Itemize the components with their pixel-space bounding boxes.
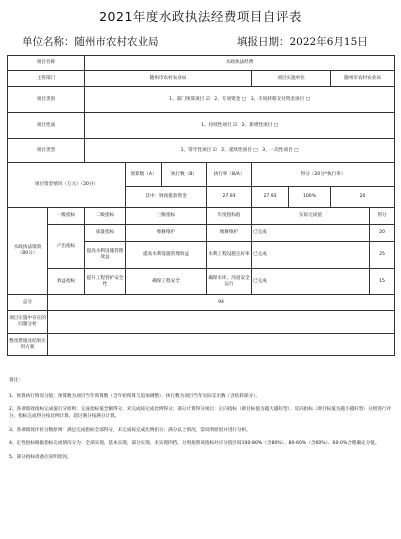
total-value: 94 (48, 295, 395, 311)
row-level2: 质量指标 (85, 225, 126, 242)
type-label: 项目类别 (8, 87, 85, 113)
fill-date: 2022年6月15日 (289, 36, 368, 48)
type-options: 1、部门预算项目 ☑ 2、专项资金 □ 3、专项转移支付资金项目 □ (85, 87, 395, 113)
row-actual: 已完成 (252, 269, 370, 295)
row-level2: 提高水利设施管理效益 (85, 242, 126, 269)
note-item: 3、各项绩效评价分数原则：满足完成指标全部得分，未完成按完成比例扣分；满分以上情况，需说明原因并进行分析。 (9, 427, 251, 433)
unit-label: 单位名称： (22, 36, 75, 48)
project-name-label: 项目名称 (8, 56, 85, 71)
table-row (8, 225, 395, 242)
dept-label: 主管部门 (8, 71, 85, 87)
note-item: 4、定性指标根据指标完成情况分为：全部实现、基本实现、部分实现、未实现四档，分别按照该指标对应分值区间100-80%（含80%）、80-60%（含60%）、60-0%合理确定分值。 (9, 441, 380, 447)
nature-label: 项目性质 (8, 113, 85, 139)
actual-header: 实际完成值 (252, 208, 370, 225)
row-score: 25 (370, 242, 395, 269)
rate-value: 100% (289, 187, 331, 208)
row-target: 水利工程设施完好率 (207, 242, 252, 269)
row-target: 维修维护 (207, 225, 252, 242)
exec-header: 执行数（B） (162, 163, 207, 187)
target-header: 年度指标值 (207, 208, 252, 225)
row-level3: 提高水利设施管理效益 (126, 242, 207, 269)
note-item: 5、部分指标请备注说明原因。 (9, 454, 72, 460)
budget-value: 27.93 (207, 187, 252, 208)
exec-value: 27.93 (252, 187, 289, 208)
score-col-header: 得分 (370, 208, 395, 225)
measures-label: 整改措施及结果应用方案 (8, 334, 48, 356)
notes-heading: 备注： (9, 378, 23, 383)
page-title: 2021年度水政执法经费项目自评表 (99, 9, 302, 24)
kind-options: 1、常年性项目 ☑ 2、延续性项目 □ 3、一次性项目 □ (85, 139, 395, 163)
funds-label: 项目资金情况（万元）（20分） (8, 163, 126, 208)
issues-value (48, 311, 395, 334)
row-level1: 产出指标 (48, 225, 85, 269)
row-score: 20 (370, 225, 395, 242)
header-line (22, 34, 392, 49)
issues-label: 项目实施中存在的问题分析 (8, 311, 48, 334)
budget-header: 预算数（A） (126, 163, 162, 187)
row-actual: 已完成 (252, 242, 370, 269)
note-item: 1、预算执行情况分值：预算数为项目当年预算数（含年初预算与追加调整），执行数为项目当年实际支出数（含结转部分）。 (9, 393, 260, 399)
impl-value: 随州市农村农业局 (331, 71, 395, 87)
fiscal-label: 其中：财政拨款资金 (126, 187, 207, 208)
measures-value (48, 334, 395, 356)
fill-date-label: 填报日期： (237, 36, 290, 48)
level3-header: 三级指标 (126, 208, 207, 225)
nature-options: 1、持续性项目 ☑ 2、新增性项目 □ (85, 113, 395, 139)
score-header: 得分（20分*执行率） (252, 163, 395, 187)
note-item: 2、各项绩效指标完成值打分原则：完成指标值全额得分，未完成按完成比例得分；部分计算得分项目：正向指标（即目标值为越大越好型）、反向指标（即目标值为越小越好型）分别进行评分，指标完成得分按比例计算，超过满分按满分计算。 (9, 407, 391, 419)
impl-label: 项目实施单位 (252, 71, 331, 87)
row-level3: 确保工程安全 (126, 269, 207, 295)
dept-value: 随州市农村农业局 (85, 71, 252, 87)
row-score: 15 (370, 269, 395, 295)
unit-name: 随州市农村农业局 (74, 36, 159, 48)
kind-label: 项目类型 (8, 139, 85, 163)
row-level3: 维修维护 (126, 225, 207, 242)
evaluation-table (7, 55, 395, 356)
score-value: 20 (331, 187, 395, 208)
project-name: 水政执法经费 (85, 56, 395, 71)
perf-label: 水政执法绩效（80分） (8, 208, 48, 295)
table-row (8, 269, 395, 295)
notes-section (9, 378, 392, 469)
row-level1: 效益指标 (48, 269, 85, 295)
fill-date-group (237, 34, 368, 49)
rate-header: 执行率（B/A） (207, 163, 252, 187)
level1-header: 一级指标 (48, 208, 85, 225)
total-label: 总分 (8, 295, 48, 311)
row-actual: 已完成 (252, 225, 370, 242)
level2-header: 二级指标 (85, 208, 126, 225)
row-target: 确保水库、河道安全运行 (207, 269, 252, 295)
row-level2: 提升工程管护安全性 (85, 269, 126, 295)
